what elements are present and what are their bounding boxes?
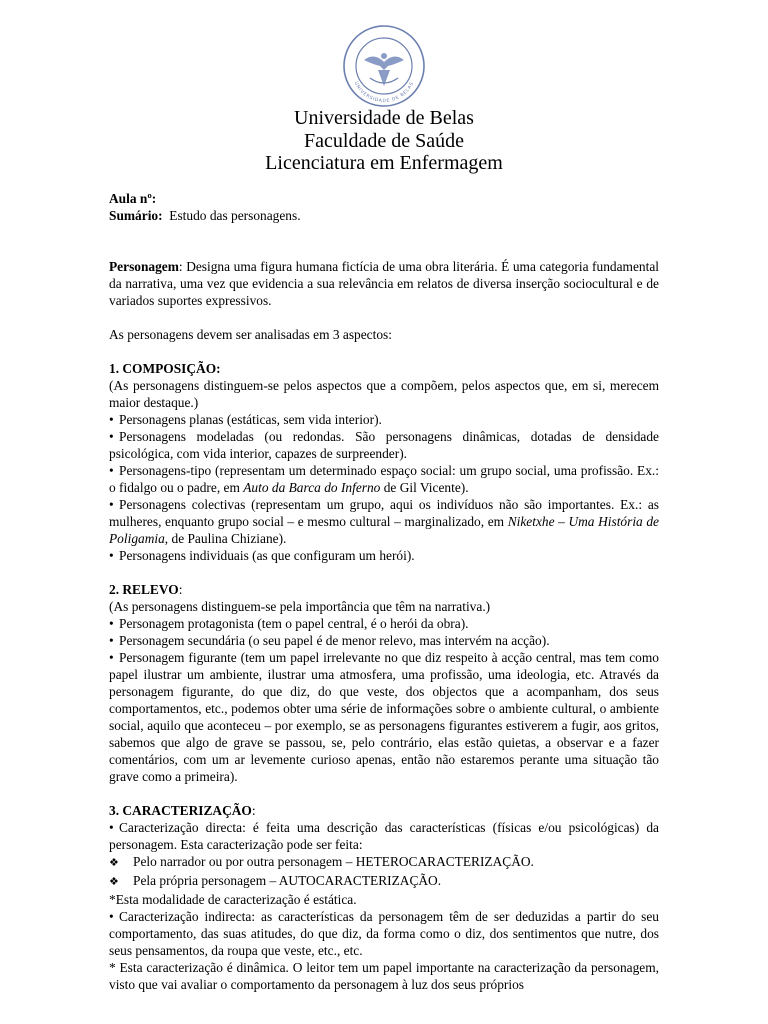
- document-body: [109, 190, 659, 993]
- list-item: • Personagens individuais (as que configuram um herói).: [109, 548, 415, 563]
- intro-definition: : Designa uma figura humana fictícia de uma obra literária. É uma categoria fundamental da narrativa, uma vez que evidencia a sua relevância em relatos de diversa inserção sociocultural e de variados suportes expressivos.: [109, 259, 659, 308]
- section2-note: (As personagens distinguem-se pela importância que têm na narrativa.): [109, 599, 491, 614]
- aula-line: [109, 190, 659, 207]
- list-item: • Personagem protagonista (tem o papel central, é o herói da obra).: [109, 616, 469, 631]
- work-title: Niketxhe – Uma História de Poligamia: [109, 514, 659, 546]
- aspects-intro: As personagens devem ser analisadas em 3 aspectos:: [109, 327, 392, 342]
- bullet-icon: •: [109, 463, 114, 478]
- diamond-bullet-icon: ❖: [109, 857, 119, 869]
- list-item: • Personagem figurante (tem um papel irrelevante no que diz respeito à acção central, mas tem como papel ilustrar um ambiente, ilustrar uma atmosfera, uma profissão, uma ideologia, etc. Através da personagem figurante, do que diz, do que veste, dos objectos que a acompanham, dos seus comportamentos, etc., podemos obter uma série de informações sobre o ambiente cultural, o ambiente social, aquilo que aconteceu – por exemplo, se as personagens figurantes estiverem a fugir, aos gritos, sabemos que algo de grave se passou, se, pelo contrário, elas estão quietas, a observar e a fazer comentários, com um ar levemente curioso apenas, então não estaremos perante uma situação tão grave como a primeira).: [109, 650, 659, 784]
- sumario-value: Estudo das personagens.: [169, 208, 301, 223]
- list-item: • Personagens colectivas (representam um grupo, aqui os indivíduos não são importantes. Ex.: as mulheres, enquanto grupo social – e mesmo cultural – marginalizado, em Niketxhe – Uma História de Poligamia, de Paulina Chiziane).: [109, 497, 659, 546]
- list-item: • Personagens-tipo (representam um determinado espaço social: um grupo social, uma profissão. Ex.: o fidalgo ou o padre, em Auto da Barca do Inferno de Gil Vicente).: [109, 463, 659, 495]
- document-header: [0, 107, 768, 175]
- bullet-icon: •: [109, 429, 114, 444]
- list-item: • Personagens planas (estáticas, sem vida interior).: [109, 412, 382, 427]
- section1-title: 1. COMPOSIÇÃO:: [109, 361, 221, 376]
- intro-paragraph: [109, 258, 659, 309]
- bullet-icon: •: [109, 909, 114, 924]
- list-item: • Caracterização directa: é feita uma descrição das características (físicas e/ou psicológicas) da personagem. Esta caracterização pode ser feita:: [109, 820, 659, 852]
- section1-note: (As personagens distinguem-se pelos aspectos que a compõem, pelos aspectos que, em si, merecem maior destaque.): [109, 378, 659, 410]
- sumario-line: [109, 207, 659, 224]
- university-name: Universidade de Belas: [294, 107, 474, 129]
- list-item: • Personagem secundária (o seu papel é de menor relevo, mas intervém na acção).: [109, 633, 550, 648]
- bullet-icon: •: [109, 548, 114, 563]
- aula-label: Aula nº:: [109, 191, 157, 206]
- seal-ring-bottom-text: UNIVERSIDADE DE BELAS: [352, 81, 416, 105]
- list-item: • Caracterização indirecta: as características da personagem têm de ser deduzidas a partir do seu comportamento, das suas atitudes, do que diz, da forma como o diz, dos sentimentos que nutre, dos seus pensamentos, da roupa que veste, etc., etc.: [109, 909, 659, 958]
- faculty-name: Faculdade de Saúde: [304, 129, 464, 152]
- section3-note2: * Esta caracterização é dinâmica. O leitor tem um papel importante na caracterização da personagem, visto que vai avaliar o comportamento da personagem à luz dos seus próprios: [109, 960, 659, 992]
- seal-ring-top-text: [338, 16, 380, 18]
- bullet-icon: •: [109, 633, 114, 648]
- university-seal-icon: [338, 16, 430, 116]
- sumario-label: Sumário:: [109, 208, 163, 223]
- section3-note1: *Esta modalidade de caracterização é estática.: [109, 892, 357, 907]
- bullet-icon: •: [109, 616, 114, 631]
- intro-term: Personagem: [109, 259, 179, 274]
- diamond-bullet-icon: ❖: [109, 876, 119, 888]
- list-item: ❖ Pela própria personagem – AUTOCARACTERIZAÇÃO.: [109, 872, 659, 891]
- section-caracterizacao: 3. CARACTERIZAÇÃO: • Caracterização directa: é feita uma descrição das características (físicas e/ou psicológicas) da personagem. Esta caracterização pode ser feita: ❖ Pelo narrador ou por outra personagem – HETEROCARACTERIZAÇÃO. ❖ Pela própria personagem – AUTOCARACTERIZAÇÃO. *Esta modalidade de caracterização é estática. • Caracterização indirecta: as características da personagem têm de ser deduzidas a partir do seu comportamento, das suas atitudes, do que diz, da forma como o diz, dos sentimentos que nutre, dos seus pensamentos, da roupa que veste, etc., etc. * Esta caracterização é dinâmica. O leitor tem um papel importante na caracterização da personagem, visto que vai avaliar o comportamento da personagem à luz dos seus próprios: [109, 803, 659, 992]
- list-item: ❖ Pelo narrador ou por outra personagem – HETEROCARACTERIZAÇÃO.: [109, 853, 659, 872]
- bullet-icon: •: [109, 820, 114, 835]
- bullet-icon: •: [109, 650, 114, 665]
- bullet-icon: •: [109, 412, 114, 427]
- course-name: Licenciatura em Enfermagem: [265, 152, 503, 174]
- list-item: • Personagens modeladas (ou redondas. São personagens dinâmicas, dotadas de densidade psicológica, com vida interior, capazes de surpreender).: [109, 429, 659, 461]
- work-title: Auto da Barca do Inferno: [243, 480, 381, 495]
- section2-title: 2. RELEVO: [109, 582, 179, 597]
- bullet-icon: •: [109, 497, 114, 512]
- section-composicao: [109, 360, 659, 564]
- section-relevo: 2. RELEVO: (As personagens distinguem-se pela importância que têm na narrativa.) • Personagem protagonista (tem o papel central, é o herói da obra). • Personagem secundária (o seu papel é de menor relevo, mas intervém na acção). • Personagem figurante (tem um papel irrelevante no que diz respeito à acção central, mas tem como papel ilustrar um ambiente, ilustrar uma atmosfera, uma profissão, uma ideologia, etc. Através da personagem figurante, do que diz, do que veste, dos objectos que a acompanham, dos seus comportamentos, etc., podemos obter uma série de informações sobre o ambiente cultural, o ambiente social, aquilo que aconteceu – por exemplo, se as personagens figurantes estiverem a fugir, aos gritos, sabemos que algo de grave se passou, se, pelo contrário, elas estão quietas, a observar e a fazer comentários, com um ar levemente curioso apenas, então não estaremos perante uma situação tão grave como a primeira).: [109, 582, 659, 784]
- section3-title: 3. CARACTERIZAÇÃO: [109, 803, 252, 818]
